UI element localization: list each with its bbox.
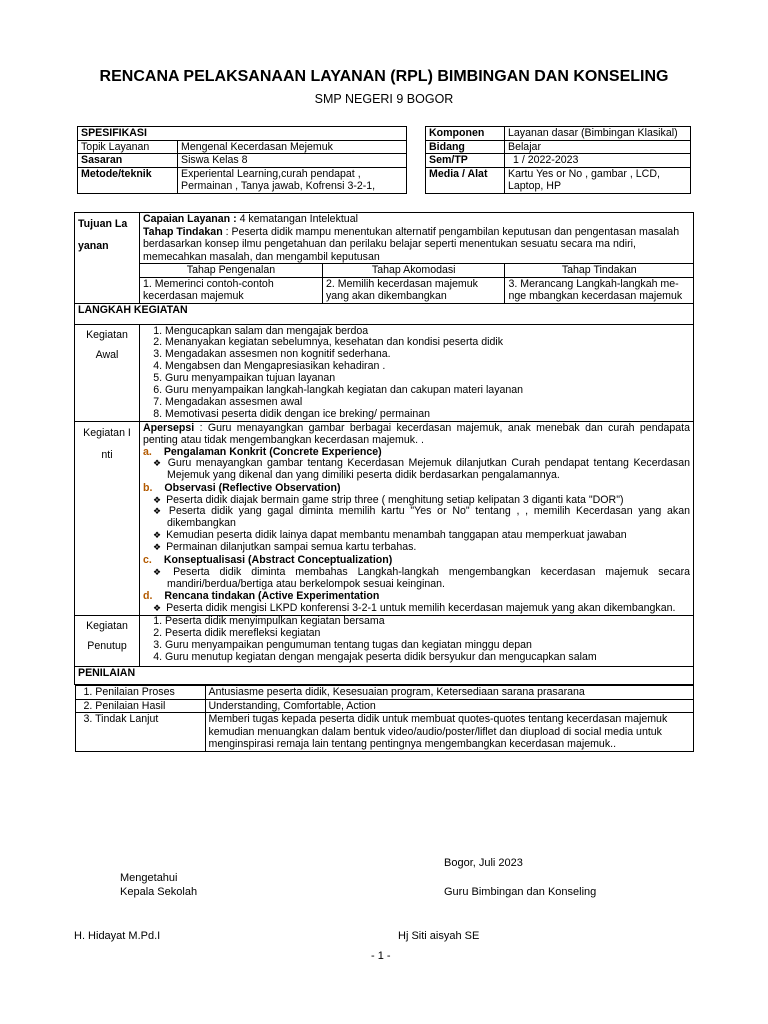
diamond-bullet-icon: ❖	[153, 602, 162, 613]
komponen-value: 1 / 2022-2023	[505, 154, 691, 168]
bullet-text: Kemudian peserta didik lainya dapat membantu menambah tanggapan atau memperkuat jawaban	[166, 529, 627, 542]
bullet-item	[143, 458, 690, 482]
komponen-label: Sem/TP	[426, 154, 505, 168]
list-item: 4. Guru menutup kegiatan dengan mengajak peserta didik bersyukur dan mengucapkan salam	[165, 652, 690, 664]
komponen-label: Bidang	[426, 140, 505, 154]
tujuan-label: Tujuan La yanan	[75, 213, 140, 304]
penilaian-table	[75, 685, 694, 752]
bullet-text: Peserta didik mengisi LKPD konferensi 3-2-1 untuk memilih kecerdasan majemuk yang akan dikembangkan.	[166, 601, 676, 614]
capaian-value: 4 kematangan Intelektual	[239, 213, 358, 225]
section-title-text: Konseptualisasi (Abstract Conceptualization)	[163, 554, 393, 567]
spec-value: Experiental Learning,curah pendapat , Permainan , Tanya jawab, Kofrensi 3-2-1,	[178, 167, 407, 193]
diamond-bullet-icon: ❖	[153, 494, 162, 505]
diamond-bullet-icon: ❖	[153, 506, 164, 517]
section-letter: d.	[143, 590, 153, 603]
diamond-bullet-icon: ❖	[153, 566, 169, 577]
list-item: 1. Mengucapkan salam dan mengajak berdoa	[165, 326, 690, 338]
tindakan-label: Tahap Tindakan	[143, 225, 223, 238]
spesifikasi-table	[77, 126, 407, 194]
tahap-header: Tahap Akomodasi	[322, 264, 504, 278]
penilaian-value: Understanding, Comfortable, Action	[205, 699, 693, 713]
bullet-text: Permainan dilanjutkan sampai semua kartu terbahas.	[166, 541, 417, 554]
kegiatan-penutup-label: Kegiatan Penutup	[75, 615, 140, 667]
main-table	[74, 212, 694, 752]
spec-label: Topik Layanan	[78, 140, 178, 154]
apersepsi-label: Apersepsi	[143, 421, 195, 434]
tahap-value: 1. Memerinci contoh-contoh kecerdasan majemuk	[140, 277, 322, 303]
penilaian-label: 1. Penilaian Proses	[75, 686, 205, 700]
penilaian-label: 2. Penilaian Hasil	[75, 699, 205, 713]
section-title-text: Observasi (Reflective Observation)	[164, 482, 341, 495]
penilaian-label: 3. Tindak Lanjut	[75, 713, 205, 752]
list-item: 7. Mengadakan assesmen awal	[165, 397, 690, 409]
spec-label: Metode/teknik	[78, 167, 178, 193]
section-letter: b.	[143, 482, 153, 495]
list-item: 2. Peserta didik merefleksi kegiatan	[165, 628, 690, 640]
list-item: 6. Guru menyampaikan langkah-langkah kegiatan dan cakupan materi layanan	[165, 385, 690, 397]
komponen-table	[425, 126, 691, 194]
penilaian-value: Memberi tugas kepada peserta didik untuk membuat quotes-quotes tentang kecerdasan majemuk kemudian menuangkan dalam bentuk video/audio/poster/liflet dan diupload di social media untuk menginspirasi remaja lain tentang pentingnya mengembangkan kecerdasan majemuk..	[205, 713, 693, 752]
mengetahui-label: Mengetahui	[120, 872, 178, 884]
kegiatan-inti-label: Kegiatan I nti	[75, 421, 140, 615]
komponen-label: Media / Alat	[426, 167, 505, 193]
guru-bk-name: Hj Siti aisyah SE	[398, 930, 480, 942]
penilaian-block	[75, 685, 694, 752]
bullet-text: Guru menayangkan gambar tentang Kecerdasan Mejemuk dilanjutkan Curah pendapat tentang Kecerdasan Mejemuk yang dikenal dan yang dimiliki peserta didik berdasarkan pengalamannya.	[167, 457, 690, 482]
kegiatan-awal-content	[140, 324, 694, 421]
place-date: Bogor, Juli 2023	[444, 857, 523, 869]
document-subtitle: SMP NEGERI 9 BOGOR	[314, 92, 454, 106]
kepala-sekolah-label: Kepala Sekolah	[120, 886, 198, 898]
spec-value: Mengenal Kecerdasan Mejemuk	[178, 140, 407, 154]
bullet-item	[143, 506, 690, 530]
penilaian-header: PENILAIAN	[75, 667, 694, 685]
spec-value: Siswa Kelas 8	[178, 154, 407, 168]
bullet-text: Peserta didik diajak bermain game strip three ( menghitung setiap kelipatan 3 diganti kata "DOR")	[166, 493, 624, 506]
capaian-label: Capaian Layanan :	[143, 213, 237, 225]
langkah-header: LANGKAH KEGIATAN	[75, 303, 694, 324]
tahap-header: Tahap Tindakan	[505, 264, 693, 278]
kegiatan-awal-list	[143, 326, 690, 421]
komponen-value: Kartu Yes or No , gambar , LCD, Laptop, HP	[505, 167, 691, 193]
tahap-header: Tahap Pengenalan	[140, 264, 322, 278]
komponen-value: Layanan dasar (Bimbingan Klasikal)	[505, 127, 691, 141]
penilaian-value: Antusiasme peserta didik, Kesesuaian program, Ketersediaan sarana prasarana	[205, 686, 693, 700]
diamond-bullet-icon: ❖	[153, 542, 162, 553]
list-item: 8. Memotivasi peserta didik dengan ice breking/ permainan	[165, 409, 690, 421]
list-item: 4. Mengabsen dan Mengapresiasikan kehadiran .	[165, 361, 690, 373]
diamond-bullet-icon: ❖	[153, 458, 163, 469]
guru-bk-label: Guru Bimbingan dan Konseling	[444, 886, 597, 898]
page-number: - 1 -	[371, 950, 391, 962]
bullet-item	[143, 603, 690, 615]
list-item: 5. Guru menyampaikan tujuan layanan	[165, 373, 690, 385]
list-item: 3. Guru menyampaikan pengumuman tentang tugas dan kegiatan minggu depan	[165, 640, 690, 652]
kegiatan-penutup-list	[143, 616, 690, 664]
tahap-value: 2. Memilih kecerdasan majemuk yang akan dikembangkan	[322, 277, 504, 303]
kegiatan-inti-content	[140, 421, 694, 615]
kegiatan-penutup-content	[140, 615, 694, 667]
kepala-sekolah-name: H. Hidayat M.Pd.I	[74, 930, 161, 942]
bullet-item	[143, 567, 690, 591]
komponen-value: Belajar	[505, 140, 691, 154]
tahap-value: 3. Merancang Langkah-langkah me-nge mbangkan kecerdasan majemuk	[505, 277, 693, 303]
apersepsi-text: : Guru menayangkan gambar berbagai kecerdasan majemuk, anak menebak dan curah pendapata penting atau tidak mengembangkan kecerdasan majemuk. .	[143, 421, 690, 446]
spec-label: Sasaran	[78, 154, 178, 168]
komponen-label: Komponen	[426, 127, 505, 141]
section-letter: c.	[143, 554, 152, 567]
kegiatan-awal-label: Kegiatan Awal	[75, 324, 140, 421]
bullet-text: Peserta didik diminta membahas Langkah-langkah mengembangkan kecerdasan majemuk secara mandiri/berdua/bertiga atau berkelompok sesuai keinginan.	[167, 565, 690, 590]
section-letter: a.	[143, 445, 152, 458]
section-title-text: Rencana tindakan (Active Experimentation	[164, 590, 380, 603]
diamond-bullet-icon: ❖	[153, 530, 162, 541]
list-item: 2. Menanyakan kegiatan sebelumnya, kesehatan dan kondisi peserta didik	[165, 337, 690, 349]
bullet-item	[143, 542, 690, 554]
tujuan-content	[140, 213, 694, 304]
spesifikasi-header: SPESIFIKASI	[78, 127, 407, 141]
tindakan-value: : Peserta didik mampu menentukan alternatif pengambilan keputusan dan pengentasan masalah berdasarkan konsep ilmu pengetahuan dan perilaku belajar seperti menentukan sesuatu secara ma ndiri, memecahkan masalah, dan mengambil keputusan	[143, 225, 680, 263]
bullet-text: Peserta didik yang gagal diminta memilih kartu "Yes or No" tentang , , memilih Kecerdasan yang akan dikembangkan	[167, 505, 691, 530]
tahap-table	[140, 263, 693, 303]
document-title: RENCANA PELAKSANAAN LAYANAN (RPL) BIMBINGAN DAN KONSELING	[99, 68, 669, 85]
list-item: 1. Peserta didik menyimpulkan kegiatan bersama	[165, 616, 690, 628]
list-item: 3. Mengadakan assesmen non kognitif sederhana.	[165, 349, 690, 361]
section-title-text: Pengalaman Konkrit (Concrete Experience)	[163, 445, 382, 458]
